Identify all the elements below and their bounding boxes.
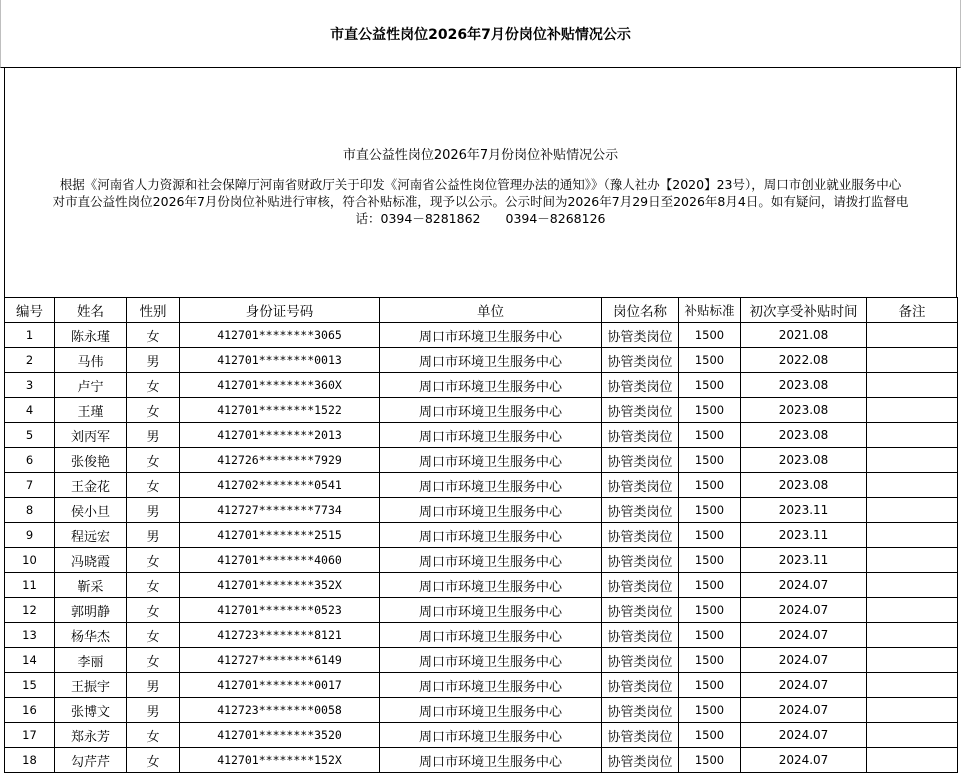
cell-standard: 1500 [679, 723, 741, 748]
cell-gender: 男 [127, 673, 180, 698]
cell-unit: 周口市环境卫生服务中心 [380, 748, 602, 773]
cell-remark [867, 473, 958, 498]
cell-start-date: 2024.07 [741, 598, 867, 623]
cell-name: 王金花 [55, 473, 127, 498]
cell-no: 17 [5, 723, 55, 748]
cell-unit: 周口市环境卫生服务中心 [380, 448, 602, 473]
cell-unit: 周口市环境卫生服务中心 [380, 348, 602, 373]
cell-no: 12 [5, 598, 55, 623]
cell-gender: 男 [127, 698, 180, 723]
cell-gender: 男 [127, 348, 180, 373]
table-row [5, 723, 958, 748]
cell-start-date: 2021.08 [741, 323, 867, 348]
header-name: 姓名 [55, 298, 127, 323]
cell-gender: 女 [127, 723, 180, 748]
cell-start-date: 2024.07 [741, 748, 867, 773]
table-row [5, 373, 958, 398]
header-id-number: 身份证号码 [180, 298, 380, 323]
table-row [5, 523, 958, 548]
cell-id-number: 412702********0541 [180, 473, 380, 498]
cell-name: 李丽 [55, 648, 127, 673]
cell-gender: 女 [127, 323, 180, 348]
cell-unit: 周口市环境卫生服务中心 [380, 498, 602, 523]
cell-no: 9 [5, 523, 55, 548]
notice-body-line: 根据《河南省人力资源和社会保障厅河南省财政厅关于印发《河南省公益性岗位管理办法的通知》》（豫人社办【2020】23号），周口市创业就业服务中心 [59, 177, 902, 192]
cell-start-date: 2023.11 [741, 498, 867, 523]
cell-unit: 周口市环境卫生服务中心 [380, 398, 602, 423]
cell-remark [867, 748, 958, 773]
cell-no: 5 [5, 423, 55, 448]
cell-no: 1 [5, 323, 55, 348]
cell-unit: 周口市环境卫生服务中心 [380, 523, 602, 548]
cell-position: 协管类岗位 [602, 598, 679, 623]
cell-position: 协管类岗位 [602, 498, 679, 523]
cell-id-number: 412723********8121 [180, 623, 380, 648]
cell-no: 6 [5, 448, 55, 473]
cell-remark [867, 423, 958, 448]
header-gender: 性别 [127, 298, 180, 323]
cell-name: 郑永芳 [55, 723, 127, 748]
cell-start-date: 2022.08 [741, 348, 867, 373]
cell-gender: 女 [127, 473, 180, 498]
cell-no: 7 [5, 473, 55, 498]
cell-no: 10 [5, 548, 55, 573]
cell-no: 8 [5, 498, 55, 523]
cell-id-number: 412726********7929 [180, 448, 380, 473]
cell-name: 杨华杰 [55, 623, 127, 648]
cell-id-number: 412727********6149 [180, 648, 380, 673]
cell-gender: 女 [127, 398, 180, 423]
cell-remark [867, 598, 958, 623]
cell-gender: 女 [127, 448, 180, 473]
cell-standard: 1500 [679, 373, 741, 398]
cell-position: 协管类岗位 [602, 548, 679, 573]
cell-position: 协管类岗位 [602, 673, 679, 698]
cell-standard: 1500 [679, 348, 741, 373]
header-no: 编号 [5, 298, 55, 323]
cell-standard: 1500 [679, 498, 741, 523]
cell-remark [867, 448, 958, 473]
cell-unit: 周口市环境卫生服务中心 [380, 723, 602, 748]
cell-gender: 女 [127, 748, 180, 773]
page-title: 市直公益性岗位2026年7月份岗位补贴情况公示 [330, 27, 631, 43]
table-body [5, 323, 958, 773]
cell-start-date: 2023.08 [741, 423, 867, 448]
cell-name: 卢宁 [55, 373, 127, 398]
table-row [5, 323, 958, 348]
table-row [5, 673, 958, 698]
cell-position: 协管类岗位 [602, 573, 679, 598]
cell-gender: 女 [127, 598, 180, 623]
notice-body [9, 176, 952, 227]
cell-remark [867, 398, 958, 423]
cell-gender: 女 [127, 373, 180, 398]
cell-position: 协管类岗位 [602, 748, 679, 773]
cell-unit: 周口市环境卫生服务中心 [380, 373, 602, 398]
cell-no: 4 [5, 398, 55, 423]
cell-id-number: 412701********3065 [180, 323, 380, 348]
cell-unit: 周口市环境卫生服务中心 [380, 698, 602, 723]
cell-remark [867, 698, 958, 723]
cell-name: 刘丙军 [55, 423, 127, 448]
cell-start-date: 2023.11 [741, 548, 867, 573]
cell-unit: 周口市环境卫生服务中心 [380, 473, 602, 498]
header-unit: 单位 [380, 298, 602, 323]
cell-gender: 男 [127, 523, 180, 548]
cell-standard: 1500 [679, 473, 741, 498]
cell-id-number: 412727********7734 [180, 498, 380, 523]
cell-remark [867, 348, 958, 373]
cell-start-date: 2023.08 [741, 473, 867, 498]
cell-standard: 1500 [679, 673, 741, 698]
table-row [5, 398, 958, 423]
cell-id-number: 412701********2515 [180, 523, 380, 548]
table-row [5, 348, 958, 373]
cell-no: 18 [5, 748, 55, 773]
table-row [5, 748, 958, 773]
cell-unit: 周口市环境卫生服务中心 [380, 573, 602, 598]
cell-no: 15 [5, 673, 55, 698]
cell-remark [867, 323, 958, 348]
cell-position: 协管类岗位 [602, 323, 679, 348]
cell-standard: 1500 [679, 448, 741, 473]
cell-standard: 1500 [679, 573, 741, 598]
cell-start-date: 2024.07 [741, 723, 867, 748]
cell-position: 协管类岗位 [602, 648, 679, 673]
cell-standard: 1500 [679, 423, 741, 448]
cell-unit: 周口市环境卫生服务中心 [380, 673, 602, 698]
cell-name: 马伟 [55, 348, 127, 373]
cell-id-number: 412723********0058 [180, 698, 380, 723]
table-row [5, 573, 958, 598]
cell-start-date: 2024.07 [741, 648, 867, 673]
cell-name: 侯小旦 [55, 498, 127, 523]
cell-position: 协管类岗位 [602, 348, 679, 373]
cell-name: 张俊艳 [55, 448, 127, 473]
cell-position: 协管类岗位 [602, 523, 679, 548]
cell-gender: 女 [127, 548, 180, 573]
cell-id-number: 412701********1522 [180, 398, 380, 423]
cell-id-number: 412701********360X [180, 373, 380, 398]
cell-remark [867, 673, 958, 698]
cell-id-number: 412701********0013 [180, 348, 380, 373]
cell-standard: 1500 [679, 398, 741, 423]
cell-name: 王瑾 [55, 398, 127, 423]
table-header-row [5, 298, 958, 323]
table-row [5, 473, 958, 498]
notice-block [4, 68, 957, 297]
cell-unit: 周口市环境卫生服务中心 [380, 548, 602, 573]
header-start-date: 初次享受补贴时间 [741, 298, 867, 323]
cell-position: 协管类岗位 [602, 448, 679, 473]
cell-id-number: 412701********352X [180, 573, 380, 598]
header-remark: 备注 [867, 298, 958, 323]
cell-standard: 1500 [679, 523, 741, 548]
cell-remark [867, 523, 958, 548]
cell-standard: 1500 [679, 623, 741, 648]
cell-unit: 周口市环境卫生服务中心 [380, 423, 602, 448]
cell-unit: 周口市环境卫生服务中心 [380, 598, 602, 623]
cell-position: 协管类岗位 [602, 423, 679, 448]
cell-name: 陈永瑾 [55, 323, 127, 348]
header-standard: 补贴标准 [679, 298, 741, 323]
cell-position: 协管类岗位 [602, 698, 679, 723]
subsidy-table [4, 297, 958, 773]
cell-standard: 1500 [679, 648, 741, 673]
cell-remark [867, 573, 958, 598]
cell-start-date: 2023.08 [741, 398, 867, 423]
cell-remark [867, 373, 958, 398]
cell-id-number: 412701********0523 [180, 598, 380, 623]
cell-position: 协管类岗位 [602, 398, 679, 423]
cell-gender: 女 [127, 623, 180, 648]
cell-name: 冯晓霞 [55, 548, 127, 573]
cell-standard: 1500 [679, 698, 741, 723]
cell-name: 王振宇 [55, 673, 127, 698]
table-row [5, 623, 958, 648]
cell-no: 14 [5, 648, 55, 673]
notice-title: 市直公益性岗位2026年7月份岗位补贴情况公示 [342, 148, 619, 163]
cell-position: 协管类岗位 [602, 623, 679, 648]
cell-name: 勾芹芹 [55, 748, 127, 773]
table-row [5, 548, 958, 573]
cell-start-date: 2024.07 [741, 698, 867, 723]
cell-name: 靳采 [55, 573, 127, 598]
cell-no: 16 [5, 698, 55, 723]
cell-remark [867, 548, 958, 573]
cell-start-date: 2024.07 [741, 623, 867, 648]
cell-no: 3 [5, 373, 55, 398]
cell-name: 张博文 [55, 698, 127, 723]
cell-no: 13 [5, 623, 55, 648]
cell-standard: 1500 [679, 748, 741, 773]
cell-unit: 周口市环境卫生服务中心 [380, 623, 602, 648]
table-row [5, 423, 958, 448]
cell-gender: 女 [127, 573, 180, 598]
cell-gender: 男 [127, 423, 180, 448]
cell-name: 程远宏 [55, 523, 127, 548]
cell-remark [867, 723, 958, 748]
cell-start-date: 2024.07 [741, 673, 867, 698]
cell-id-number: 412701********3520 [180, 723, 380, 748]
cell-position: 协管类岗位 [602, 723, 679, 748]
cell-id-number: 412701********152X [180, 748, 380, 773]
cell-gender: 女 [127, 648, 180, 673]
cell-remark [867, 498, 958, 523]
cell-standard: 1500 [679, 323, 741, 348]
cell-start-date: 2023.08 [741, 373, 867, 398]
cell-position: 协管类岗位 [602, 373, 679, 398]
cell-standard: 1500 [679, 548, 741, 573]
cell-remark [867, 648, 958, 673]
cell-remark [867, 623, 958, 648]
cell-no: 2 [5, 348, 55, 373]
cell-gender: 男 [127, 498, 180, 523]
cell-name: 郭明静 [55, 598, 127, 623]
table-row [5, 598, 958, 623]
cell-id-number: 412701********2013 [180, 423, 380, 448]
header-position: 岗位名称 [602, 298, 679, 323]
cell-no: 11 [5, 573, 55, 598]
table-row [5, 498, 958, 523]
cell-unit: 周口市环境卫生服务中心 [380, 648, 602, 673]
notice-body-line: 对市直公益性岗位2026年7月份岗位补贴进行审核，符合补贴标准，现予以公示。公示时间为2026年7月29日至2026年8月4日。如有疑问，请拨打监督电 [52, 194, 909, 209]
cell-standard: 1500 [679, 598, 741, 623]
cell-start-date: 2023.11 [741, 523, 867, 548]
table-row [5, 648, 958, 673]
cell-id-number: 412701********4060 [180, 548, 380, 573]
table-row [5, 448, 958, 473]
cell-id-number: 412701********0017 [180, 673, 380, 698]
cell-position: 协管类岗位 [602, 473, 679, 498]
cell-unit: 周口市环境卫生服务中心 [380, 323, 602, 348]
cell-start-date: 2024.07 [741, 573, 867, 598]
table-row [5, 698, 958, 723]
notice-body-line: 话：0394－8281862 0394－8268126 [355, 211, 606, 226]
cell-start-date: 2023.08 [741, 448, 867, 473]
page-header [0, 0, 961, 68]
